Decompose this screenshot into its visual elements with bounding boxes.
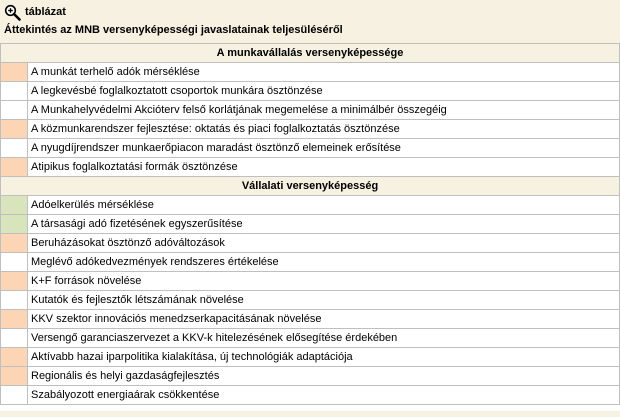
table-row	[1, 253, 620, 272]
section-heading-row	[1, 44, 620, 63]
table-row	[1, 63, 620, 82]
recommendation-text: A Munkahelyvédelmi Akcióterv felső korlátjának megemelése a minimálbér összegéig	[28, 101, 620, 120]
recommendation-text: Szabályozott energiaárak csökkentése	[28, 386, 620, 405]
table-subtitle: Áttekintés az MNB versenyképességi javaslatainak teljesüléséről	[4, 24, 343, 36]
recommendation-text: A legkevésbé foglalkoztatott csoportok munkára ösztönzése	[28, 82, 620, 101]
recommendation-text: Meglévő adókedvezmények rendszeres értékelése	[28, 253, 620, 272]
status-swatch	[1, 253, 28, 272]
recommendations-table	[0, 43, 620, 405]
recommendation-text: A társasági adó fizetésének egyszerűsítése	[28, 215, 620, 234]
status-swatch	[1, 139, 28, 158]
section-heading-row	[1, 177, 620, 196]
status-swatch	[1, 367, 28, 386]
status-swatch	[1, 329, 28, 348]
table-row	[1, 196, 620, 215]
recommendation-text: Aktívabb hazai iparpolitika kialakítása, új technológiák adaptációja	[28, 348, 620, 367]
title-line	[4, 3, 66, 21]
recommendation-text: K+F források növelése	[28, 272, 620, 291]
table-row	[1, 101, 620, 120]
section-heading: A munkavállalás versenyképessége	[1, 44, 620, 63]
magnifier-icon[interactable]	[4, 4, 21, 21]
recommendation-text: A nyugdíjrendszer munkaerőpiacon maradást ösztönző elemeinek erősítése	[28, 139, 620, 158]
table-row	[1, 215, 620, 234]
status-swatch	[1, 215, 28, 234]
table-header	[0, 0, 620, 43]
status-swatch	[1, 386, 28, 405]
status-swatch	[1, 310, 28, 329]
status-swatch	[1, 120, 28, 139]
recommendation-text: Atipikus foglalkoztatási formák ösztönzése	[28, 158, 620, 177]
status-swatch	[1, 272, 28, 291]
status-swatch	[1, 158, 28, 177]
table-row	[1, 158, 620, 177]
bottom-band	[0, 411, 620, 417]
status-swatch	[1, 196, 28, 215]
recommendation-text: A munkát terhelő adók mérséklése	[28, 63, 620, 82]
recommendation-text: Versengő garanciaszervezet a KKV-k hitelezésének elősegítése érdekében	[28, 329, 620, 348]
recommendation-text: KKV szektor innovációs menedzserkapacitásának növelése	[28, 310, 620, 329]
table-row	[1, 234, 620, 253]
recommendation-text: Kutatók és fejlesztők létszámának növelése	[28, 291, 620, 310]
status-swatch	[1, 234, 28, 253]
table-row	[1, 348, 620, 367]
table-row	[1, 329, 620, 348]
status-swatch	[1, 82, 28, 101]
table-row	[1, 367, 620, 386]
recommendation-text: Regionális és helyi gazdaságfejlesztés	[28, 367, 620, 386]
status-swatch	[1, 63, 28, 82]
recommendation-text: Beruházásokat ösztönző adóváltozások	[28, 234, 620, 253]
table-title: táblázat	[25, 6, 66, 18]
table-row	[1, 82, 620, 101]
section-heading: Vállalati versenyképesség	[1, 177, 620, 196]
status-swatch	[1, 101, 28, 120]
recommendation-text: Adóelkerülés mérséklése	[28, 196, 620, 215]
table-row	[1, 272, 620, 291]
recommendation-text: A közmunkarendszer fejlesztése: oktatás és piaci foglalkoztatás ösztönzése	[28, 120, 620, 139]
table-row	[1, 386, 620, 405]
table-row	[1, 120, 620, 139]
status-swatch	[1, 291, 28, 310]
table-row	[1, 139, 620, 158]
table-row	[1, 291, 620, 310]
status-swatch	[1, 348, 28, 367]
table-row	[1, 310, 620, 329]
